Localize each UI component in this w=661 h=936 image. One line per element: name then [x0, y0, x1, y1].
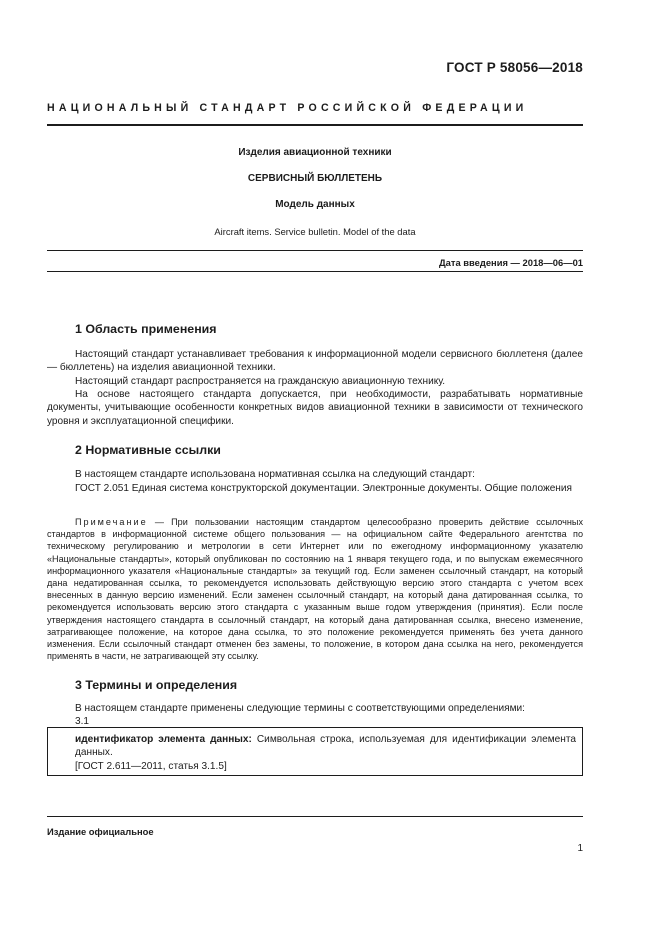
official-edition-label: Издание официальное [47, 826, 154, 837]
section2-heading: 2 Нормативные ссылки [75, 443, 221, 457]
section1-paragraph2 [47, 375, 583, 388]
section2-p1-text: В настоящем стандарте использована нормативная ссылка на следующий стандарт: [75, 469, 475, 480]
section2-paragraph1 [47, 468, 583, 481]
section1-p1-text: Настоящий стандарт устанавливает требования к информационной модели сервисного бюллетеня (далее — бюллетень) на изделия авиационной техники. [47, 349, 583, 374]
section2-reference [47, 482, 583, 495]
section1-p2-text: Настоящий стандарт распространяется на гражданскую авиационную технику. [75, 376, 446, 387]
note-text: — При пользовании настоящим стандартом целесообразно проверить действие ссылочных стандартов в информационной системе общего пользования — на официальном сайте Федерального агентства по техническому регулированию и метрологии в сети Интернет или по ежегодному информационному указателю «Национальные стандарты», который опубликован по состоянию на 1 января текущего года, и по выпускам ежемесячного информационного указателя «Национальные стандарты» за текущий год. Если заменен ссылочный стандарт, на который дана недатированная ссылка, то рекомендуется использовать действующую версию этого стандарта с учетом всех внесенных в данную версию изменений. Если заменен ссылочный стандарт, на который дана датированная ссылка, то рекомендуется использовать версию этого стандарта с указанным выше годом утверждения (принятия). Если после утверждения настоящего стандарта в ссылочный стандарт, на который дана датированная ссылка, внесено изменение, затрагивающее положение, на которое дана ссылка, то это положение рекомендуется применять без учета данного изменения. Если ссылочный стандарт отменен без замены, то положение, в котором дана ссылка на него, рекомендуется применять в части, не затрагивающей эту ссылку. [47, 517, 583, 662]
term-definition [75, 733, 576, 773]
section1-p3-text: На основе настоящего стандарта допускается, при необходимости, разрабатывать нормативные документы, учитывающие особенности конкретных видов авиационной техники в зависимости от технического уровня и эксплуатационной специфики. [47, 389, 583, 427]
term-name: идентификатор элемента данных: [75, 734, 252, 745]
section2-p2-text: ГОСТ 2.051 Единая система конструкторской документации. Электронные документы. Общие положения [75, 483, 572, 494]
section3-p1-text: В настоящем стандарте применены следующие термины с соответствующими определениями: [75, 703, 525, 714]
header-rule [47, 124, 583, 126]
section1-paragraph1 [47, 348, 583, 375]
section2-note [47, 516, 583, 662]
note-label: Примечание [75, 517, 148, 527]
document-title-line1: Изделия авиационной техники [238, 147, 392, 158]
page-number: 1 [577, 843, 583, 854]
term-number-text: 3.1 [75, 716, 90, 727]
term-source: [ГОСТ 2.611—2011, статья 3.1.5] [75, 760, 227, 772]
gost-number: ГОСТ Р 58056—2018 [446, 60, 583, 75]
footer-rule [47, 816, 583, 817]
document-title-line2: СЕРВИСНЫЙ БЮЛЛЕТЕНЬ [247, 173, 383, 184]
date-rule-top [47, 250, 583, 251]
document-title-line3: Модель данных [275, 199, 355, 210]
document-title-english: Aircraft items. Service bulletin. Model of the data [214, 226, 416, 237]
section3-paragraph1 [47, 702, 583, 715]
date-rule-bottom [47, 271, 583, 272]
section3-heading: 3 Термины и определения [75, 678, 238, 692]
term-definition-text: Символьная строка, используемая для идентификации элемента данных. [75, 734, 576, 759]
section1-heading: 1 Область применения [75, 322, 217, 336]
section1-paragraph3 [47, 388, 583, 428]
national-standard-title: НАЦИОНАЛЬНЫЙ СТАНДАРТ РОССИЙСКОЙ ФЕДЕРАЦИИ [47, 102, 528, 114]
introduction-date: Дата введения — 2018—06—01 [438, 257, 583, 268]
